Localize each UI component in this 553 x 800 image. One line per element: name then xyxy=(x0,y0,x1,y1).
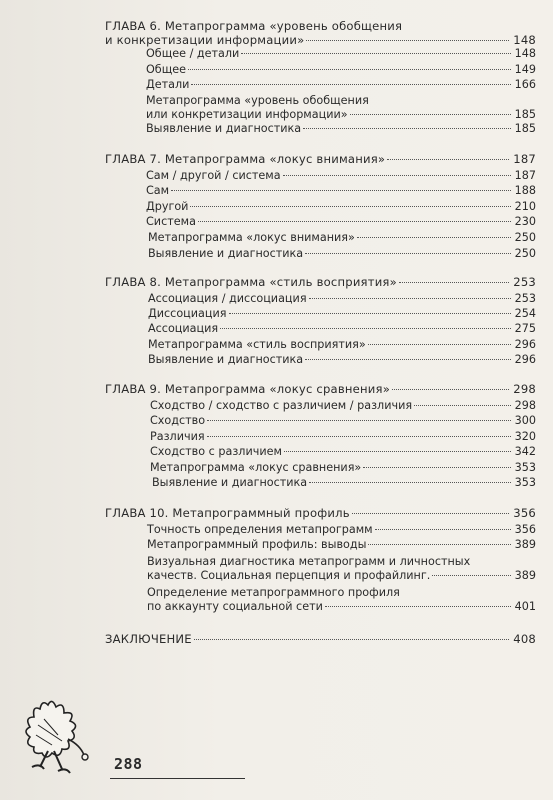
toc-section-entry xyxy=(147,523,536,537)
toc-entry-title: Сам / другой / система xyxy=(146,169,281,182)
toc-entry-title: ГЛАВА 6. Метапрограмма «уровень обобщения xyxy=(105,19,403,33)
dot-leader xyxy=(198,221,511,222)
dot-leader xyxy=(414,405,511,406)
dot-leader xyxy=(188,69,511,70)
toc-entry-title: Выявление и диагностика xyxy=(148,353,304,366)
toc-entry-title: Метапрограмма «уровень обобщения xyxy=(146,94,369,107)
toc-section-entry xyxy=(146,94,536,121)
footer-rule xyxy=(110,778,245,779)
dot-leader xyxy=(194,639,509,640)
toc-page-number: 401 xyxy=(514,599,536,613)
toc-section-entry xyxy=(146,200,536,214)
dot-leader xyxy=(305,359,510,360)
dot-leader xyxy=(229,313,511,314)
toc-entry-title: Сходство / сходство с различием / различия xyxy=(150,399,413,412)
toc-entry-title: Ассоциация / диссоциация xyxy=(148,292,307,305)
dot-leader xyxy=(284,451,511,452)
toc-section-entry xyxy=(146,78,536,92)
dot-leader xyxy=(220,328,510,329)
toc-section-entry xyxy=(148,322,536,336)
toc-page-number: 188 xyxy=(514,184,536,197)
toc-entry-title: Метапрограмма «локус внимания» xyxy=(148,231,355,244)
toc-page-number: 408 xyxy=(513,632,536,646)
toc-page-number: 320 xyxy=(514,430,536,443)
toc-page-number: 253 xyxy=(514,292,536,305)
dot-leader xyxy=(350,114,511,115)
toc-section-entry xyxy=(150,445,536,459)
toc-section-entry xyxy=(148,338,536,352)
toc-section-entry xyxy=(148,353,536,367)
toc-entry-title: ЗАКЛЮЧЕНИЕ xyxy=(105,632,192,646)
toc-entry-title: ГЛАВА 10. Метапрограммный профиль xyxy=(105,506,350,520)
dot-leader xyxy=(368,344,511,345)
toc-section-entry xyxy=(147,586,536,613)
toc-entry-title: Метапрограммный профиль: выводы xyxy=(147,538,367,551)
toc-page-number: 250 xyxy=(514,247,536,260)
toc-page-number: 298 xyxy=(514,399,536,412)
toc-entry-title: Общее xyxy=(146,63,187,76)
toc-chapter-entry xyxy=(105,633,536,647)
toc-section-entry xyxy=(146,215,536,229)
toc-entry-title: Другой xyxy=(146,200,189,213)
toc-entry-title: Различия xyxy=(150,430,205,443)
toc-page-number: 185 xyxy=(514,107,536,121)
toc-section-entry xyxy=(148,292,536,306)
toc-page-number: 149 xyxy=(514,63,536,76)
toc-section-entry xyxy=(146,184,536,198)
dot-leader xyxy=(325,606,511,607)
page-number: 288 xyxy=(114,755,143,773)
toc-page-number: 210 xyxy=(514,200,536,213)
toc-section-entry xyxy=(150,461,536,475)
dot-leader xyxy=(306,40,509,41)
toc-chapter-entry xyxy=(105,383,536,397)
toc-page-number: 300 xyxy=(514,414,536,427)
toc-section-entry xyxy=(146,169,536,183)
toc-section-entry xyxy=(150,399,536,413)
toc-page-number: 275 xyxy=(514,322,536,335)
toc-chapter-entry xyxy=(105,507,536,521)
dot-leader xyxy=(283,175,511,176)
toc-page-number: 296 xyxy=(514,338,536,351)
toc-entry-title: ГЛАВА 7. Метапрограмма «локус внимания» xyxy=(105,152,386,166)
toc-entry-title: Ассоциация xyxy=(148,322,219,335)
dot-leader xyxy=(309,482,510,483)
toc-section-entry xyxy=(146,63,536,77)
dot-leader xyxy=(305,253,510,254)
toc-entry-title: Метапрограмма «локус сравнения» xyxy=(150,461,362,474)
toc-page-number: 356 xyxy=(513,506,536,520)
toc-chapter-entry xyxy=(105,276,536,290)
toc-page-number: 148 xyxy=(514,47,536,60)
dot-leader xyxy=(363,467,510,468)
toc-page-number: 389 xyxy=(514,538,536,551)
toc-chapter-entry xyxy=(105,153,536,167)
dot-leader xyxy=(207,436,511,437)
toc-section-entry xyxy=(146,47,536,61)
dot-leader xyxy=(303,128,510,129)
toc-entry-title: Выявление и диагностика xyxy=(152,476,308,489)
toc-page-number: 166 xyxy=(514,78,536,91)
toc-page-number: 353 xyxy=(514,461,536,474)
toc-page-number: 230 xyxy=(514,215,536,228)
toc-entry-title: Выявление и диагностика xyxy=(148,247,304,260)
leaf-character-icon xyxy=(18,695,98,780)
dot-leader xyxy=(191,84,510,85)
toc-entry-title: Определение метапрограммного профиля xyxy=(147,586,400,599)
toc-section-entry xyxy=(148,231,536,245)
toc-section-entry xyxy=(152,476,536,490)
toc-page-number: 187 xyxy=(514,169,536,182)
toc-entry-title: Точность определения метапрограмм xyxy=(147,523,373,536)
toc-entry-title: или конкретизации информации» xyxy=(146,107,348,121)
toc-section-entry xyxy=(147,555,536,582)
toc-page-number: 250 xyxy=(514,231,536,244)
toc-entry-title: Сходство xyxy=(150,414,206,427)
dot-leader xyxy=(432,575,510,576)
dot-leader xyxy=(357,237,511,238)
toc-page-number: 296 xyxy=(514,353,536,366)
dot-leader xyxy=(368,544,510,545)
toc-section-entry xyxy=(150,430,536,444)
dot-leader xyxy=(171,190,511,191)
toc-entry-title: ГЛАВА 8. Метапрограмма «стиль восприятия» xyxy=(105,275,397,289)
toc-page-number: 356 xyxy=(514,523,536,536)
toc-section-entry xyxy=(150,414,536,428)
toc-entry-title: Система xyxy=(146,215,196,228)
toc-page-number: 185 xyxy=(514,122,536,135)
toc-section-entry xyxy=(147,538,536,552)
toc-entry-title: Метапрограмма «стиль восприятия» xyxy=(148,338,366,351)
toc-entry-title: Сходство с различием xyxy=(150,445,282,458)
toc-entry-title: по аккаунту социальной сети xyxy=(147,599,323,613)
dot-leader xyxy=(207,420,511,421)
toc-entry-title: качеств. Социальная перцепция и профайлинг. xyxy=(147,568,431,582)
toc-entry-title: Детали xyxy=(146,78,190,91)
toc-entry-title: Визуальная диагностика метапрограмм и личностных xyxy=(147,555,471,568)
toc-page-number: 342 xyxy=(514,445,536,458)
dot-leader xyxy=(387,159,509,160)
toc-entry-title: Сам xyxy=(146,184,170,197)
toc-entry-title: и конкретизации информации» xyxy=(105,32,305,47)
toc-section-entry xyxy=(146,122,536,136)
toc-page-number: 353 xyxy=(514,476,536,489)
dot-leader xyxy=(399,282,509,283)
toc-entry-title: ГЛАВА 9. Метапрограмма «локус сравнения» xyxy=(105,382,390,396)
toc-page-number: 389 xyxy=(514,568,536,582)
dot-leader xyxy=(392,389,509,390)
toc-entry-title: Общее / детали xyxy=(146,47,240,60)
toc-entry-title: Выявление и диагностика xyxy=(146,122,302,135)
toc-page-number: 254 xyxy=(514,307,536,320)
dot-leader xyxy=(190,206,510,207)
toc-section-entry xyxy=(148,247,536,261)
toc-chapter-entry xyxy=(105,20,536,47)
dot-leader xyxy=(352,513,510,514)
toc-page-number: 148 xyxy=(513,32,536,47)
toc-page-number: 298 xyxy=(513,382,536,396)
toc-entry-title: Диссоциация xyxy=(148,307,227,320)
dot-leader xyxy=(241,53,510,54)
toc-page-number: 253 xyxy=(513,275,536,289)
toc-section-entry xyxy=(148,307,536,321)
dot-leader xyxy=(375,529,511,530)
dot-leader xyxy=(309,298,511,299)
toc-page-number: 187 xyxy=(513,152,536,166)
